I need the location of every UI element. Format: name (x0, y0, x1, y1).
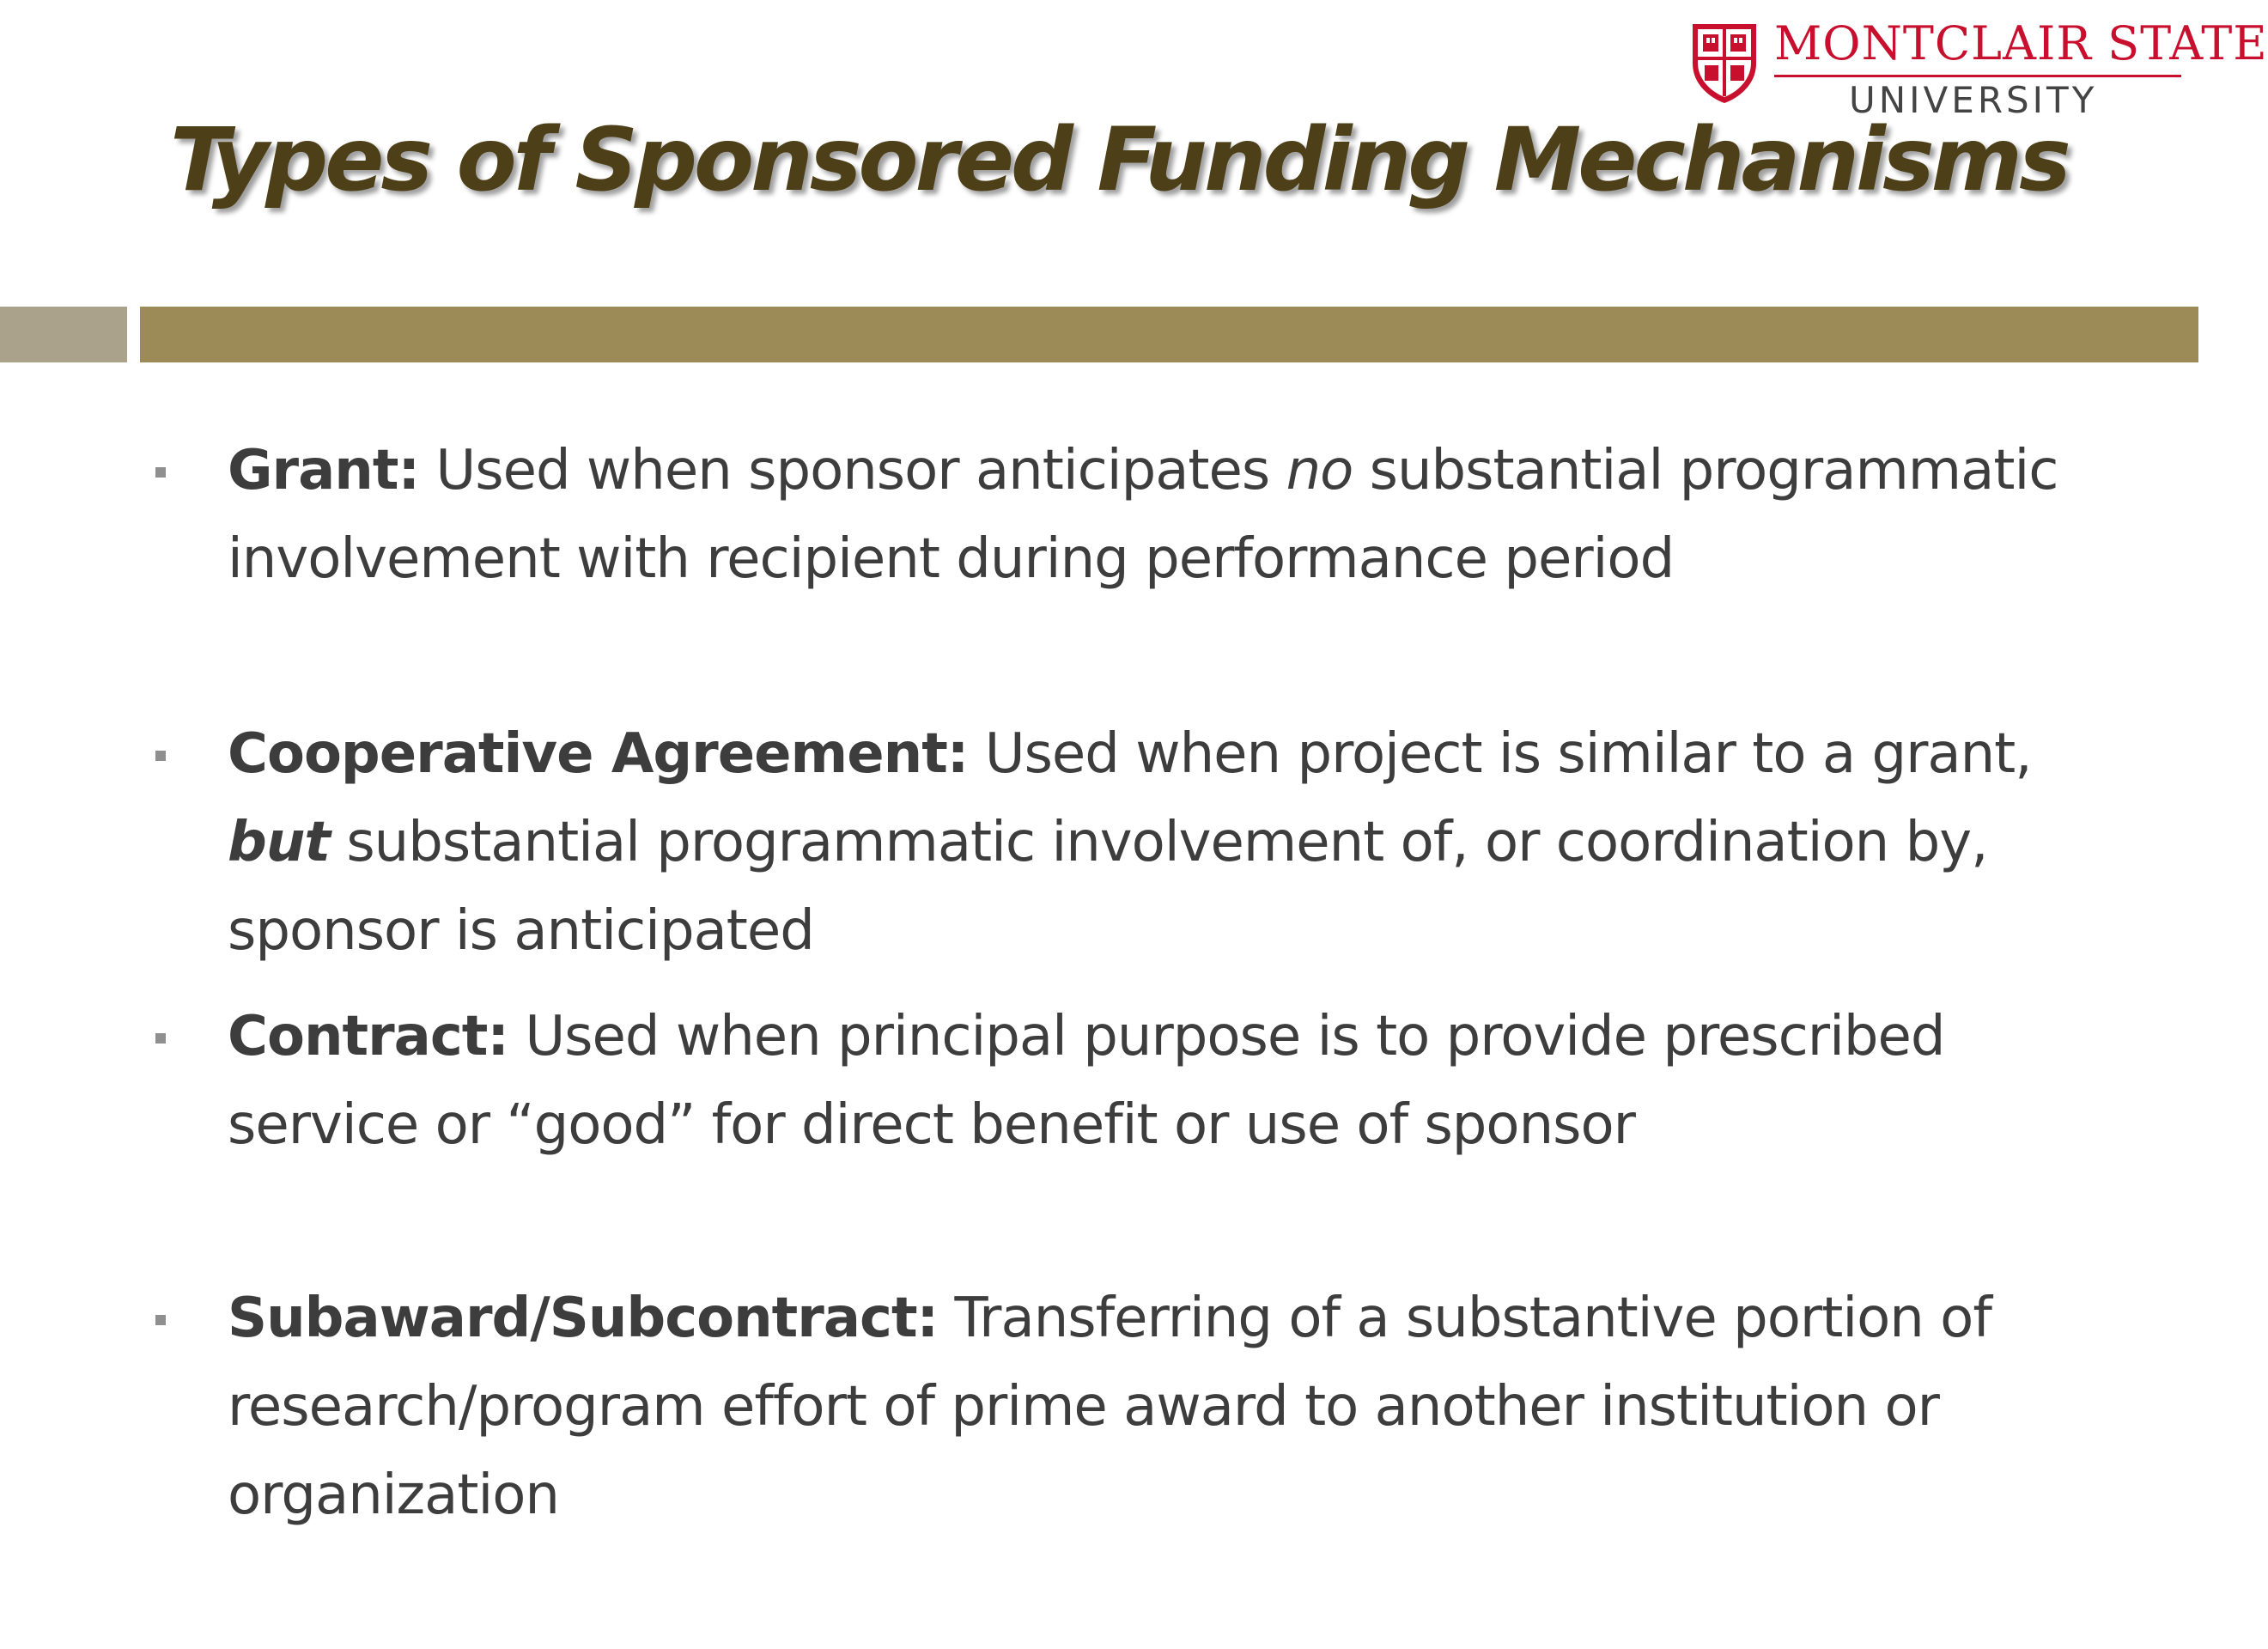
accent-bar-main (140, 307, 2198, 362)
bullet-term: Contract: (228, 1005, 508, 1068)
bullet-square-icon (155, 751, 166, 761)
bullet-square-icon (155, 1315, 166, 1325)
bullet-term: Cooperative Agreement: (228, 722, 969, 786)
bullet-item-contract (228, 993, 2065, 1170)
logo-divider (1774, 75, 2181, 77)
bullet-text: Used when project is similar to a grant, (968, 722, 2032, 786)
bullet-item-grant (228, 427, 2065, 604)
bullet-text: Transferring of a substantive portion of research/program effort of prime award to another institution or organization (228, 1287, 1991, 1527)
bullet-emphasis: no (1286, 439, 1353, 502)
bullet-square-icon (155, 467, 166, 478)
university-logo (1683, 15, 2268, 121)
slide-title: Types of Sponsored Funding Mechanisms (170, 109, 2068, 211)
logo-subtitle: UNIVERSITY (1849, 79, 2098, 121)
bullet-term: Grant: (228, 439, 420, 502)
accent-bar-left (0, 307, 127, 362)
bullet-text: Used when sponsor anticipates (419, 439, 1286, 502)
university-seal-icon (1687, 19, 1761, 105)
bullet-text: substantial programmatic involvement of, or coordination by, sponsor is anticipated (228, 811, 1988, 963)
bullet-item-cooperative-agreement (228, 710, 2065, 976)
bullet-square-icon (155, 1033, 166, 1044)
bullet-text: substantial programmatic involvement with recipient during performance period (228, 439, 2058, 591)
bullet-item-subaward (228, 1275, 2065, 1540)
bullet-text: Used when principal purpose is to provide prescribed service or “good” for direct benefit or use of sponsor (228, 1005, 1945, 1157)
logo-name: MONTCLAIR STATE (1774, 16, 2268, 70)
bullet-term: Subaward/Subcontract: (228, 1287, 939, 1350)
bullet-emphasis: but (228, 811, 330, 874)
